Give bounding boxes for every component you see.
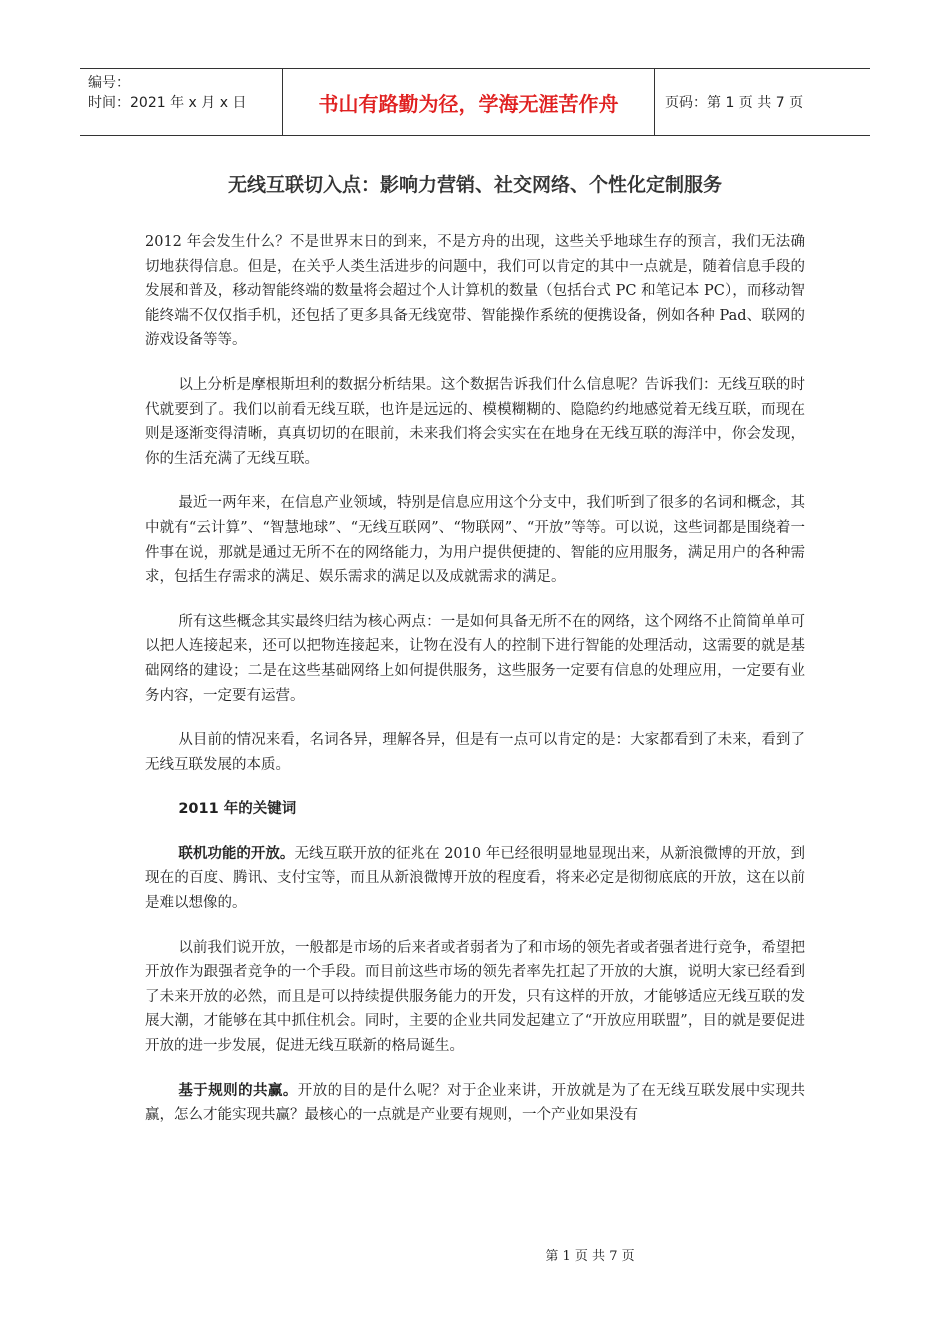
header-motto: 书山有路勤为径，学海无涯苦作舟 (283, 69, 655, 135)
page-header (80, 68, 870, 136)
paragraph-text: 以前我们说开放，一般都是市场的后来者或者弱者为了和市场的领先者或者强者进行竞争，希望把开放作为跟强者竞争的一个手段。而目前这些市场的领先者率先扛起了开放的大旗，说明大家已经看到了未来开放的必然，而且是可以持续提供服务能力的开发，只有这样的开放，才能够适应无线互联的发展大潮，才能够在其中抓住机会。同时，主要的企业共同发起建立了“开放应用联盟”，目的就是要促进开放的进一步发展，促进无线互联新的格局诞生。 (145, 939, 805, 1055)
header-meta (80, 69, 283, 135)
paragraph-lead: 联机功能的开放。 (178, 845, 295, 862)
article-title: 无线互联切入点：影响力营销、社交网络、个性化定制服务 (227, 174, 722, 196)
paragraph-text: 无线互联开放的征兆在 2010 年已经很明显地显现出来，从新浪微博的开放，到现在的百度、腾讯、支付宝等，而且从新浪微博开放的程度看，将来必定是彻彻底底的开放，这在以前是难以想像的。 (145, 845, 805, 912)
header-page-info: 页码：第 1 页 共 7 页 (665, 95, 804, 111)
paragraph (145, 936, 805, 1059)
document-time: 时间：2021 年 x 月 x 日 (88, 95, 247, 111)
page-footer: 第 1 页 共 7 页 (545, 1249, 635, 1264)
article-body (145, 230, 805, 1148)
paragraph: 以上分析是摩根斯坦利的数据分析结果。这个数据告诉我们什么信息呢？告诉我们：无线互联的时代就要到了。我们以前看无线互联，也许是远远的、模模糊糊的、隐隐约约地感觉着无线互联，而现在则是逐渐变得清晰，真真切切的在眼前，未来我们将会实实在在地身在无线互联的海洋中，你会发现，你的生活充满了无线互联。 (145, 376, 805, 467)
paragraph (145, 842, 805, 916)
paragraph: 所有这些概念其实最终归结为核心两点：一是如何具备无所不在的网络，这个网络不止简简单单可以把人连接起来，还可以把物连接起来，让物在没有人的控制下进行智能的处理活动，这需要的就是基础网络的建设；二是在这些基础网络上如何提供服务，这些服务一定要有信息的处理应用，一定要有业务内容，一定要有运营。 (145, 613, 805, 704)
paragraph-lead: 基于规则的共赢。 (178, 1082, 298, 1099)
paragraph-text: 开放的目的是什么呢？对于企业来讲，开放就是为了在无线互联发展中实现共赢，怎么才能实现共赢？最核心的一点就是产业要有规则，一个产业如果没有 (145, 1082, 806, 1124)
document-number: 编号： (88, 75, 130, 91)
paragraph: 从目前的情况来看，名词各异，理解各异，但是有一点可以肯定的是：大家都看到了未来，看到了无线互联发展的本质。 (145, 732, 805, 773)
section-heading: 2011 年的关键词 (178, 801, 297, 818)
paragraph (145, 1079, 805, 1128)
paragraph: 最近一两年来，在信息产业领域，特别是信息应用这个分支中，我们听到了很多的名词和概念，其中就有“云计算”、“智慧地球”、“无线互联网”、“物联网”、“开放”等等。可以说，这些词都是围绕着一件事在说，那就是通过无所不在的网络能力，为用户提供便捷的、智能的应用服务，满足用户的各种需求，包括生存需求的满足、娱乐需求的满足以及成就需求的满足。 (145, 495, 805, 586)
paragraph: 2012 年会发生什么？不是世界末日的到来，不是方舟的出现，这些关乎地球生存的预言，我们无法确切地获得信息。但是，在关乎人类生活进步的问题中，我们可以肯定的其中一点就是，随着信息手段的发展和普及，移动智能终端的数量将会超过个人计算机的数量（包括台式 PC 和笔记本 PC），而移动智能终端不仅仅指手机，还包括了更多具备无线宽带、智能操作系统的便携设备，例如各种 Pad、联网的游戏设备等等。 (145, 234, 805, 349)
